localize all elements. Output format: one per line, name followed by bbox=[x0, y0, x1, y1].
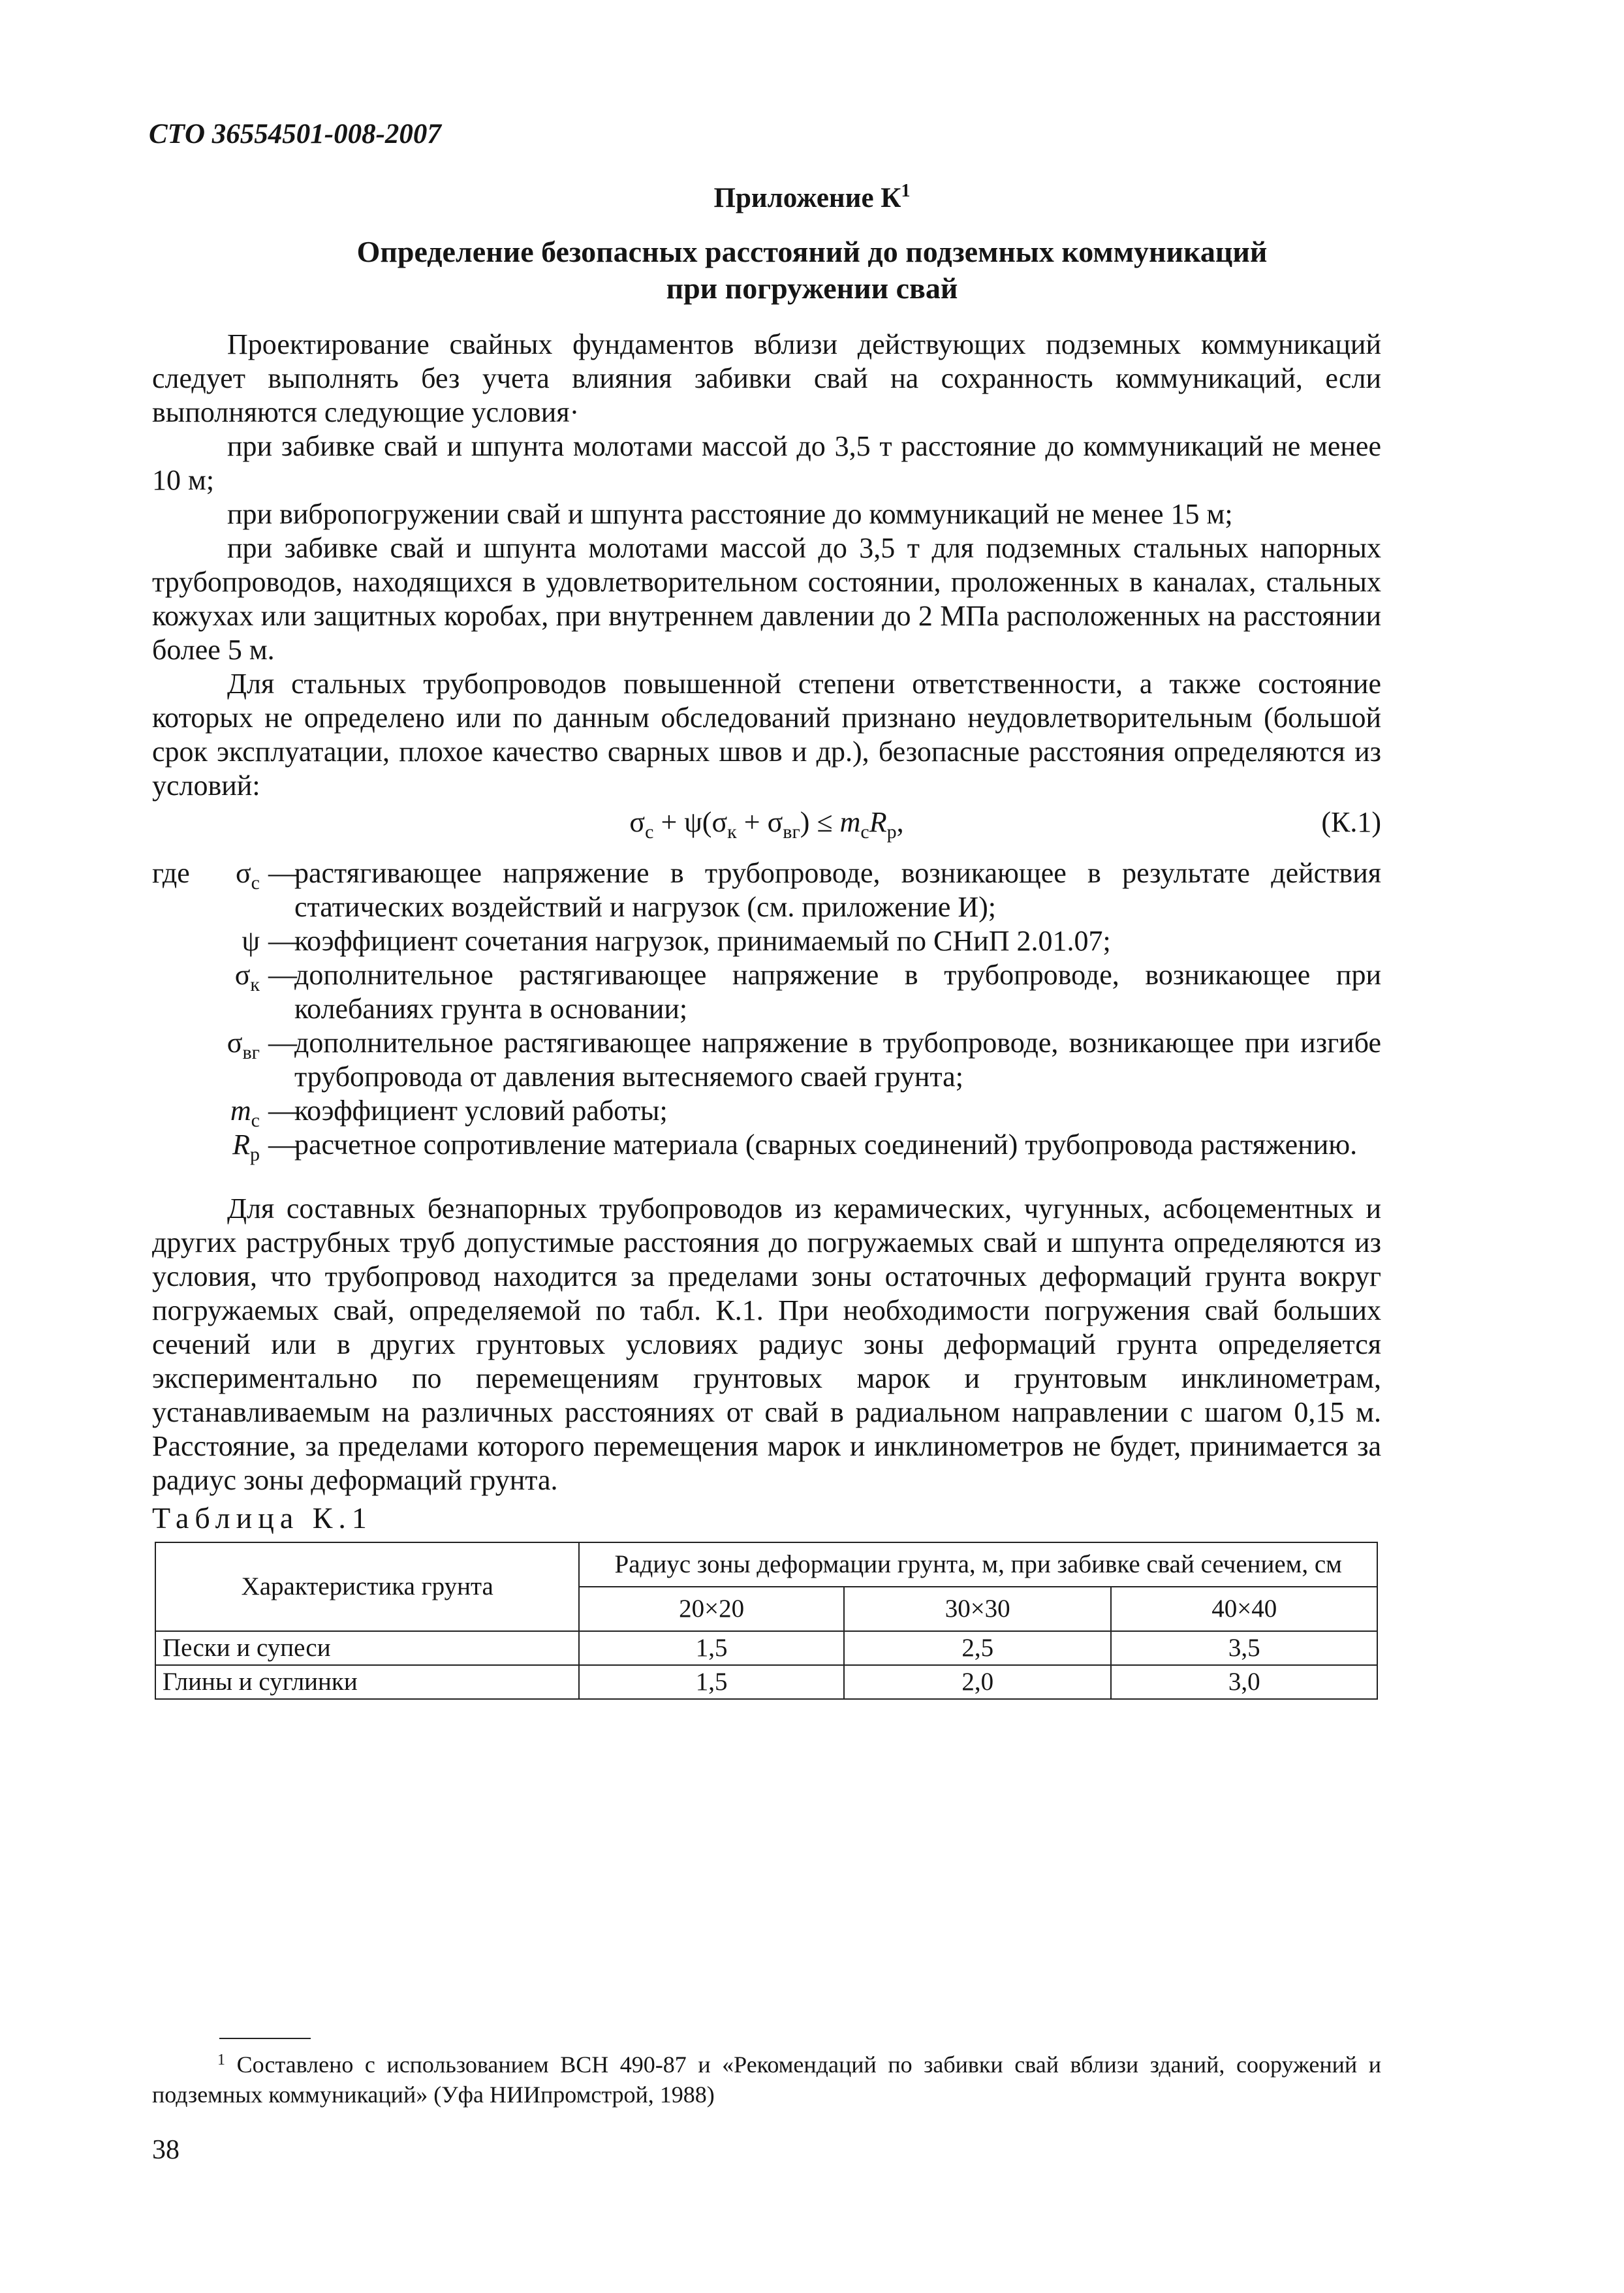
definition-symbol: ψ bbox=[242, 925, 260, 957]
definitions-list bbox=[152, 856, 1381, 1165]
definition-dash: — bbox=[268, 857, 297, 889]
soil-name-cell: Пески и супеси bbox=[155, 1631, 579, 1665]
header-radius-group: Радиус зоны деформации грунта, м, при забивке свай сечением, см bbox=[579, 1542, 1377, 1587]
header-size: 30×30 bbox=[844, 1587, 1112, 1631]
definition-text: коэффициент условий работы; bbox=[294, 1095, 668, 1127]
header-size: 40×40 bbox=[1111, 1587, 1377, 1631]
definition-dash: — bbox=[268, 959, 297, 991]
radius-cell: 2,5 bbox=[844, 1631, 1112, 1665]
paragraph-steel-pipelines: Для стальных трубопроводов повышенной степени ответственности, а также состояние которых не определено или по данным обследований признано неудовлетворительным (большой срок эксплуатации, плохое качество сварных швов и др.), безопасные расстояния определяются из условий: bbox=[152, 668, 1381, 802]
radius-cell: 3,0 bbox=[1111, 1665, 1377, 1699]
definition-text: растягивающее напряжение в трубопроводе, возникающее в результате действия статических воздействий и нагрузок (см. приложение И); bbox=[294, 857, 1381, 923]
formula-expression: $\sigma_с + \psi(\sigma_к + \sigma_{вг}) \le m_сR_р$, bbox=[629, 806, 904, 843]
title-line-2: при погружении свай bbox=[666, 272, 958, 305]
paragraph-intro: Проектирование свайных фундаментов вблизи действующих подземных коммуникаций следует выполнять без учета влияния забивки свай на сохранность коммуникаций, если выполняются следующие условия· bbox=[152, 328, 1381, 428]
where-label: где bbox=[152, 857, 190, 889]
table-row bbox=[155, 1665, 1377, 1699]
definition-symbol: $\sigma_{вг}$ bbox=[226, 1027, 260, 1063]
soil-name-cell: Глины и суглинки bbox=[155, 1665, 579, 1699]
appendix-label bbox=[0, 181, 1624, 215]
header-size: 20×20 bbox=[579, 1587, 844, 1631]
definition-text: коэффициент сочетания нагрузок, принимаемый по СНиП 2.01.07; bbox=[294, 925, 1111, 957]
paragraph-composite-pipelines: Для составных безнапорных трубопроводов из керамических, чугунных, асбоцементных и других раструбных труб допустимые расстояния до погружаемых свай и шпунта определяются из условия, что трубопровод находится за пределами зоны остаточных деформаций грунта вокруг погружаемых свай, определяемой по табл. К.1. При необходимости погружения свай больших сечений или в других грунтовых условиях радиус зоны деформаций грунта определяется экспериментально по перемещениям грунтовых марок и грунтовым инклинометрам, устанавливаемым на различных расстояниях от свай в радиальном направлении с шагом 0,15 м. Расстояние, за пределами которого перемещения марок и инклинометров не будет, принимается за радиус зоны деформаций грунта. bbox=[152, 1193, 1381, 1496]
footnote bbox=[152, 2050, 1381, 2110]
definition-dash: — bbox=[268, 925, 297, 957]
definition-item bbox=[152, 924, 1381, 958]
definition-item bbox=[152, 1094, 1381, 1131]
appendix-label-text: Приложение К bbox=[713, 183, 901, 213]
radius-cell: 3,5 bbox=[1111, 1631, 1377, 1665]
definition-dash: — bbox=[268, 1129, 297, 1161]
soil-deformation-table bbox=[155, 1542, 1378, 1700]
definition-symbol: $\sigma_к$ bbox=[234, 959, 260, 995]
definition-item bbox=[152, 856, 1381, 924]
definition-text: дополнительное растягивающее напряжение в трубопроводе, возникающее при изгибе трубопровода от давления вытесняемого сваей грунта; bbox=[294, 1027, 1381, 1093]
body-paragraphs-2 bbox=[152, 1192, 1381, 1497]
radius-cell: 1,5 bbox=[579, 1665, 844, 1699]
table-header-row bbox=[155, 1542, 1377, 1587]
header-soil: Характеристика грунта bbox=[155, 1542, 579, 1631]
definition-symbol: $m_с$ bbox=[230, 1095, 260, 1131]
paragraph-condition-1: при забивке свай и шпунта молотами массой до 3,5 т расстояние до коммуникаций не менее 10 м; bbox=[152, 430, 1381, 496]
table-row bbox=[155, 1631, 1377, 1665]
appendix-title bbox=[0, 234, 1624, 307]
body-paragraphs-1 bbox=[152, 328, 1381, 803]
definition-text: расчетное сопротивление материала (сварных соединений) трубопровода растяжению. bbox=[294, 1129, 1358, 1161]
definition-symbol: $R_р$ bbox=[232, 1129, 260, 1165]
definition-item bbox=[152, 1128, 1381, 1165]
definition-symbol: $\sigma_с$ bbox=[235, 857, 260, 894]
radius-cell: 1,5 bbox=[579, 1631, 844, 1665]
table-caption: Таблица К.1 bbox=[152, 1501, 373, 1535]
paragraph-condition-3: при забивке свай и шпунта молотами массой до 3,5 т для подземных стальных напорных трубопроводов, находящихся в удовлетворительном состоянии, проложенных в каналах, стальных кожухах или защитных коробах, при внутреннем давлении до 2 МПа расположенных на расстоянии более 5 м. bbox=[152, 532, 1381, 666]
appendix-footnote-mark: 1 bbox=[901, 181, 911, 201]
footnote-mark: 1 bbox=[217, 2051, 225, 2068]
page-number: 38 bbox=[152, 2135, 180, 2165]
formula-k1 bbox=[152, 805, 1381, 842]
footnote-separator bbox=[219, 2038, 311, 2039]
definition-dash: — bbox=[268, 1095, 297, 1127]
definition-dash: — bbox=[268, 1027, 297, 1059]
paragraph-condition-2: при вибропогружении свай и шпунта расстояние до коммуникаций не менее 15 м; bbox=[227, 498, 1233, 530]
footnote-text: Составлено с использованием ВСН 490-87 и «Рекомендаций по забивки свай вблизи зданий, сооружений и подземных коммуникаций» (Уфа НИИпромстрой, 1988) bbox=[152, 2051, 1382, 2108]
title-line-1: Определение безопасных расстояний до подземных коммуникаций bbox=[356, 235, 1268, 268]
radius-cell: 2,0 bbox=[844, 1665, 1112, 1699]
definition-item bbox=[152, 1026, 1381, 1094]
definition-text: дополнительное растягивающее напряжение в трубопроводе, возникающее при колебаниях грунта в основании; bbox=[294, 959, 1381, 1025]
formula-number: (К.1) bbox=[1321, 806, 1381, 838]
definition-item bbox=[152, 958, 1381, 1026]
standard-code: СТО 36554501-008-2007 bbox=[149, 119, 441, 149]
